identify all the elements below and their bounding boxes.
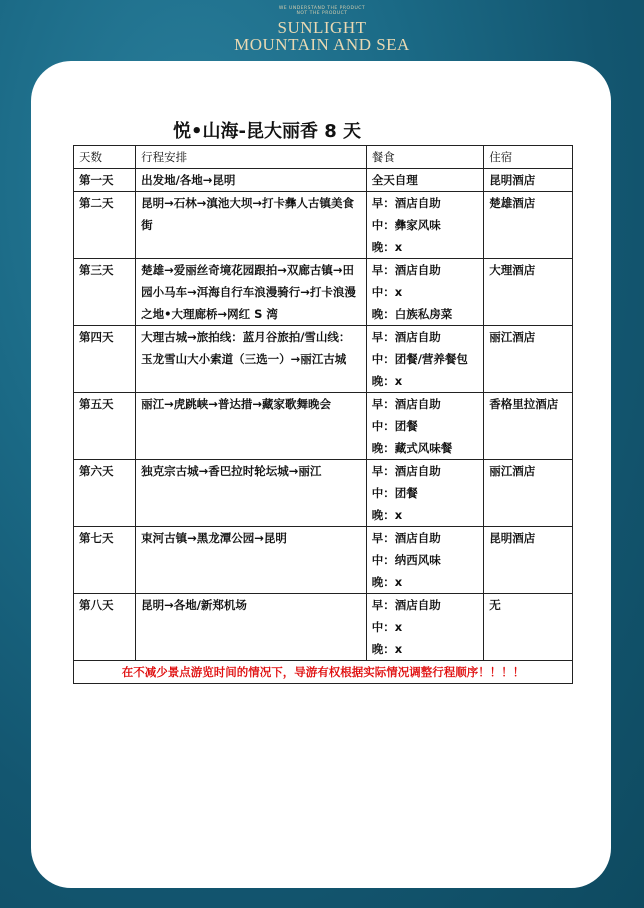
meal-line: 中：团餐/营养餐包	[371, 352, 468, 366]
header-day: 天数	[74, 146, 136, 169]
hotel-cell: 昆明酒店	[484, 527, 573, 594]
table-row	[74, 192, 573, 259]
meals-cell	[366, 169, 484, 192]
meal-line: 早：酒店自助	[371, 397, 441, 411]
meals-cell	[366, 326, 484, 393]
note-row	[74, 661, 573, 684]
meal-line: 晚：x	[371, 374, 403, 388]
day-cell: 第三天	[74, 259, 136, 326]
meal-line: 中：团餐	[371, 419, 418, 433]
meals-cell	[366, 393, 484, 460]
meal-line: 晚：白族私房菜	[371, 307, 453, 321]
itinerary-cell: 昆明→石林→滇池大坝→打卡彝人古镇美食街	[136, 192, 367, 259]
meal-line: 全天自理	[371, 173, 418, 187]
meal-line: 中：纳西风味	[371, 553, 441, 567]
hotel-cell: 香格里拉酒店	[484, 393, 573, 460]
hotel-cell: 昆明酒店	[484, 169, 573, 192]
brand-name-line-1: SUNLIGHT	[277, 18, 367, 37]
table-header-row	[74, 146, 573, 169]
itinerary-cell: 独克宗古城→香巴拉时轮坛城→丽江	[136, 460, 367, 527]
day-cell: 第七天	[74, 527, 136, 594]
meal-line: 早：酒店自助	[371, 598, 441, 612]
day-cell: 第一天	[74, 169, 136, 192]
meal-line: 中：彝家风味	[371, 218, 441, 232]
meals-cell	[366, 192, 484, 259]
meal-line: 晚：x	[371, 508, 403, 522]
table-row	[74, 259, 573, 326]
meal-line: 早：酒店自助	[371, 531, 441, 545]
hotel-cell: 丽江酒店	[484, 326, 573, 393]
header-hotel: 住宿	[484, 146, 573, 169]
brand-tagline-1: WE UNDERSTAND THE PRODUCT	[278, 6, 366, 11]
day-cell: 第四天	[74, 326, 136, 393]
brand-logo	[0, 6, 644, 53]
hotel-cell: 丽江酒店	[484, 460, 573, 527]
table-row	[74, 594, 573, 661]
meal-line: 早：酒店自助	[371, 330, 441, 344]
day-cell: 第二天	[74, 192, 136, 259]
header-itinerary: 行程安排	[136, 146, 367, 169]
header-meals: 餐食	[366, 146, 484, 169]
meal-line: 早：酒店自助	[371, 464, 441, 478]
itinerary-note: 在不减少景点游览时间的情况下，导游有权根据实际情况调整行程顺序！！！！	[74, 661, 573, 684]
meal-line: 中：团餐	[371, 486, 418, 500]
table-row	[74, 460, 573, 527]
hotel-cell: 大理酒店	[484, 259, 573, 326]
table-row	[74, 326, 573, 393]
itinerary-cell: 楚雄→爱丽丝奇境花园跟拍→双廊古镇→田园小马车→洱海自行车浪漫骑行→打卡浪漫之地•大理廊桥→网红 S 湾	[136, 259, 367, 326]
hotel-cell: 楚雄酒店	[484, 192, 573, 259]
meal-line: 早：酒店自助	[371, 196, 441, 210]
meal-line: 晚：x	[371, 575, 403, 589]
table-row	[74, 393, 573, 460]
meal-line: 早：酒店自助	[371, 263, 441, 277]
meal-line: 晚：藏式风味餐	[371, 441, 453, 455]
brand-name-line-2: MOUNTAIN AND SEA	[234, 35, 410, 54]
itinerary-cell: 束河古镇→黑龙潭公园→昆明	[136, 527, 367, 594]
day-cell: 第六天	[74, 460, 136, 527]
meal-line: 中：x	[371, 285, 403, 299]
itinerary-cell: 丽江→虎跳峡→普达措→藏家歌舞晚会	[136, 393, 367, 460]
itinerary-cell: 昆明→各地/新郑机场	[136, 594, 367, 661]
table-row	[74, 527, 573, 594]
meals-cell	[366, 259, 484, 326]
brand-tagline-2: NOT THE PRODUCT	[296, 11, 348, 16]
meals-cell	[366, 594, 484, 661]
day-cell: 第五天	[74, 393, 136, 460]
hotel-cell: 无	[484, 594, 573, 661]
meal-line: 晚：x	[371, 642, 403, 656]
itinerary-cell: 出发地/各地→昆明	[136, 169, 367, 192]
meals-cell	[366, 527, 484, 594]
meal-line: 中：x	[371, 620, 403, 634]
table-row	[74, 169, 573, 192]
day-cell: 第八天	[74, 594, 136, 661]
itinerary-cell: 大理古城→旅拍线：蓝月谷旅拍/雪山线：玉龙雪山大小索道（三选一）→丽江古城	[136, 326, 367, 393]
itinerary-table	[73, 145, 573, 684]
meal-line: 晚：x	[371, 240, 403, 254]
meals-cell	[366, 460, 484, 527]
page-title: 悦•山海-昆大丽香 8 天	[173, 121, 362, 142]
